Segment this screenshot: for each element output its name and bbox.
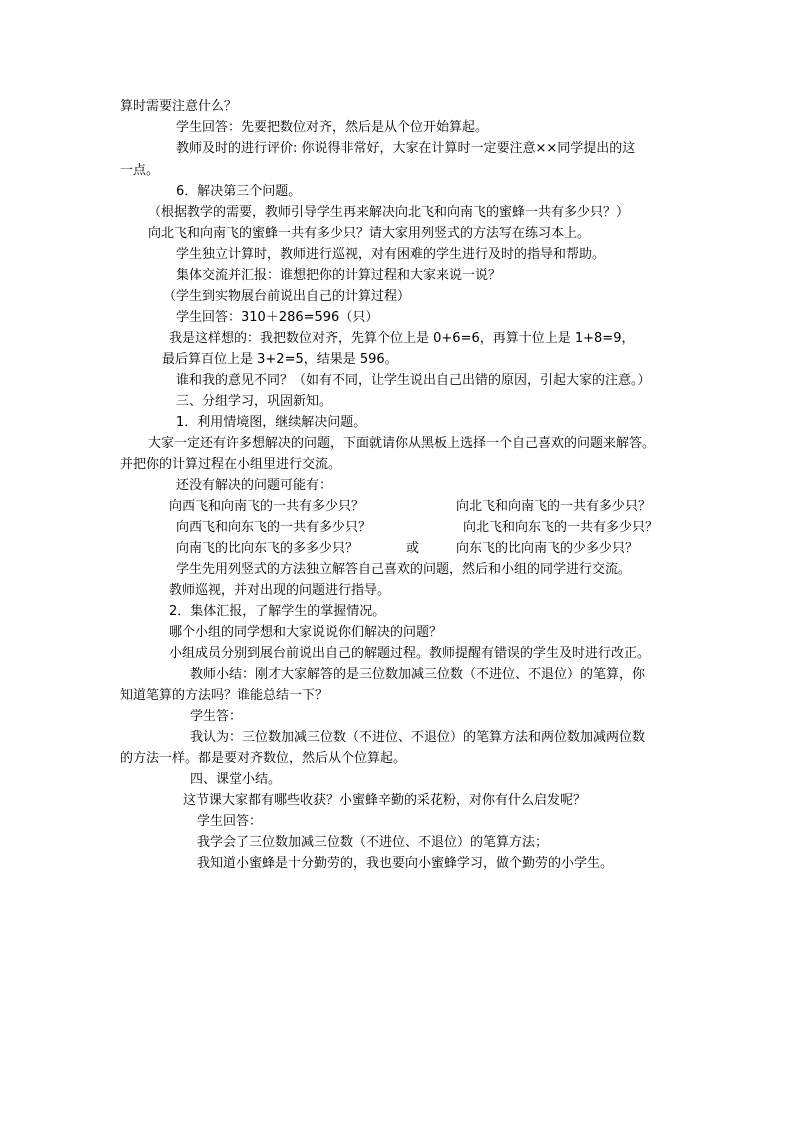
text-line: 一点。 <box>120 163 160 178</box>
question-item: 向北飞和向东飞的一共有多少只？ <box>463 520 659 535</box>
question-item: 向南飞的比向东飞的多多少只？ <box>176 541 359 556</box>
text-line: 学生回答：310＋286=596（只） <box>176 310 379 325</box>
section-heading: 四、课堂小结。 <box>190 772 282 787</box>
text-line: 我知道小蜜蜂是十分勤劳的，我也要向小蜜蜂学习，做个勤劳的小学生。 <box>197 856 614 871</box>
text-line: 并把你的计算过程在小组里进行交流。 <box>120 457 342 472</box>
text-line: 大家一定还有许多想解决的问题，下面就请你从黑板上选择一个自己喜欢的问题来解答。 <box>148 436 656 451</box>
text-line: 谁和我的意见不同？（如有不同，让学生说出自己出错的原因，引起大家的注意。） <box>176 373 651 388</box>
text-line: 集体交流并汇报：谁想把你的计算过程和大家来说一说？ <box>176 268 502 283</box>
text-line: 我学会了三位数加减三位数（不进位、不退位）的笔算方法； <box>197 835 549 850</box>
text-line: 的方法一样。都是要对齐数位，然后从个位算起。 <box>120 751 407 766</box>
text-line: 算时需要注意什么？ <box>120 99 238 114</box>
conjunction-or: 或 <box>406 541 420 556</box>
text-line: 我认为：三位数加减三位数（不进位、不退位）的笔算方法和两位数加减两位数 <box>190 730 646 745</box>
text-line: 还没有解决的问题可能有： <box>176 478 333 493</box>
text-line: 学生答： <box>190 709 243 724</box>
text-line: 最后算百位上是 3+2=5，结果是 596。 <box>162 352 398 367</box>
section-heading: 三、分组学习，巩固新知。 <box>176 394 333 409</box>
question-item: 向西飞和向南飞的一共有多少只？ <box>169 499 365 514</box>
text-line: 向北飞和向南飞的蜜蜂一共有多少只？请大家用列竖式的方法写在练习本上。 <box>148 226 591 241</box>
question-item: 向西飞和向东飞的一共有多少只？ <box>176 520 372 535</box>
text-line: 学生回答：先要把数位对齐，然后是从个位开始算起。 <box>176 120 489 135</box>
text-line: 教师及时的进行评价: 你说得非常好，大家在计算时一定要注意××同学提出的这 <box>176 141 636 156</box>
text-line: 学生先用列竖式的方法独立解答自己喜欢的问题，然后和小组的同学进行交流。 <box>176 562 632 577</box>
section-heading: 6．解决第三个问题。 <box>176 184 302 199</box>
text-line: 这节课大家都有哪些收获？小蜜蜂辛勤的采花粉，对你有什么启发呢？ <box>183 793 587 808</box>
text-line: 学生独立计算时，教师进行巡视，对有困难的学生进行及时的指导和帮助。 <box>176 247 606 262</box>
text-line: （学生到实物展台前说出自己的计算过程） <box>163 289 411 304</box>
text-line: 教师巡视，并对出现的问题进行指导。 <box>169 583 391 598</box>
text-line: 哪个小组的同学想和大家说说你们解决的问题？ <box>169 625 443 640</box>
text-line: 学生回答： <box>197 814 263 829</box>
text-line: 小组成员分别到展台前说出自己的解题过程。教师提醒有错误的学生及时进行改正。 <box>169 646 651 661</box>
question-item: 向北飞和向南飞的一共有多少只？ <box>456 499 652 514</box>
text-line: （根据教学的需要，教师引导学生再来解决向北飞和向南飞的蜜蜂一共有多少只？） <box>148 205 630 220</box>
section-heading: 1．利用情境图，继续解决问题。 <box>176 415 367 430</box>
text-line: 知道笔算的方法吗？谁能总结一下？ <box>120 688 329 703</box>
text-line: 我是这样想的：我把数位对齐，先算个位上是 0+6=6，再算十位上是 1+8=9， <box>169 331 635 346</box>
text-line: 教师小结：刚才大家解答的是三位数加减三位数（不进位、不退位）的笔算，你 <box>190 667 646 682</box>
question-item: 向东飞的比向南飞的少多少只？ <box>456 541 639 556</box>
section-heading: 2．集体汇报，了解学生的掌握情况。 <box>169 604 386 619</box>
